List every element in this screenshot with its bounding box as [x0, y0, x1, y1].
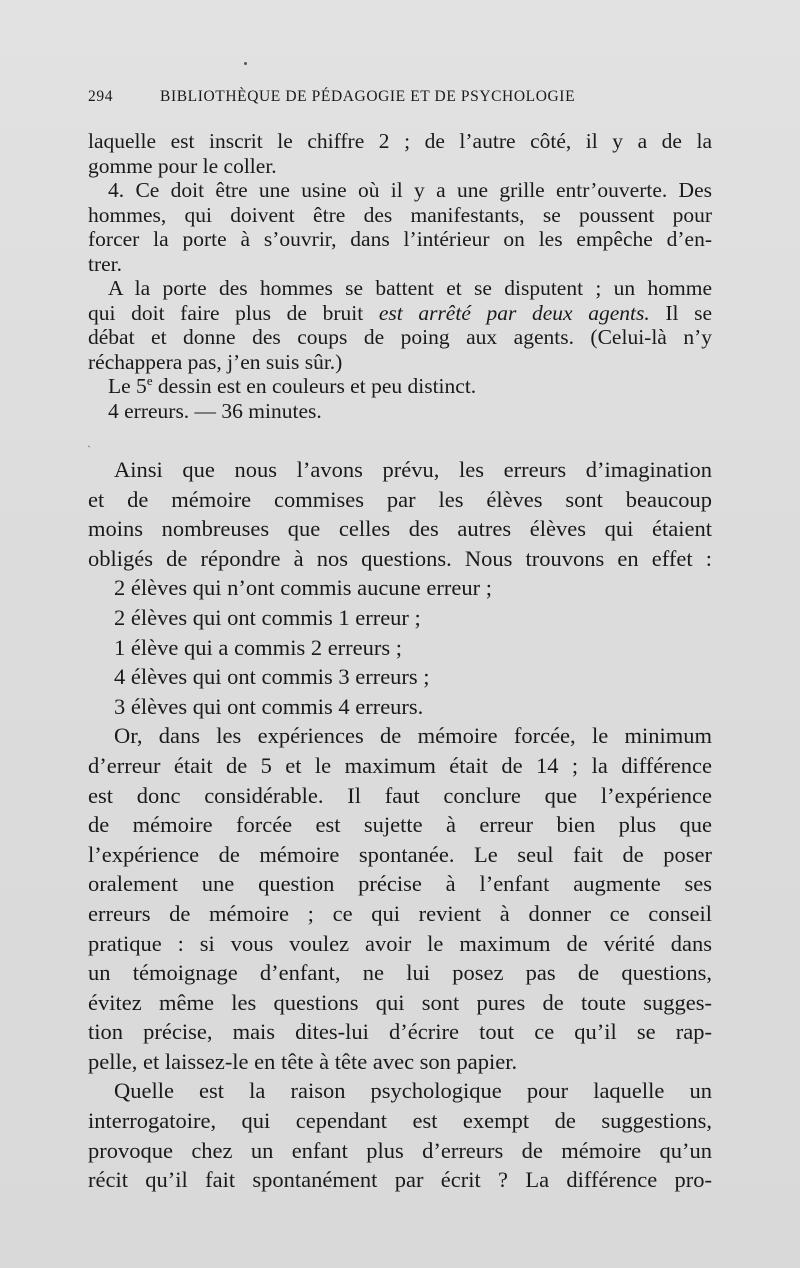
text-span: Il se [665, 300, 713, 325]
text-line: obligés de répondre à nos questions. Nous trouvons en effet : [88, 545, 712, 571]
text-line: Quelle est la raison psychologique pour laquelle un [114, 1078, 712, 1104]
text-line: moins nombreuses que celles des autres élèves qui étaient [88, 516, 712, 542]
stray-mark: ˏ [87, 434, 91, 448]
text-line: Or, dans les expériences de mémoire forcée, le minimum [114, 723, 712, 749]
list-item: 3 élèves qui ont commis 4 erreurs. [114, 693, 424, 719]
text-line: hommes, qui doivent être des manifestants, se poussent pour [88, 202, 712, 227]
text-line: A la porte des hommes se battent et se disputent ; un homme [108, 276, 712, 300]
text-line: provoque chez un enfant plus d’erreurs de mémoire qu’un [88, 1137, 712, 1163]
italic-text: est arrêté par deux agents. [378, 300, 650, 325]
text-line: évitez même les questions qui sont pures de toute sugges- [88, 989, 712, 1015]
text-line: l’expérience de mémoire spontanée. Le seul fait de poser [88, 841, 712, 867]
text-line: Ainsi que nous l’avons prévu, les erreurs d’imagination [114, 457, 712, 482]
text-line: un témoignage d’enfant, ne lui posez pas de questions, [88, 960, 712, 986]
text-line: tion précise, mais dites-lui d’écrire tout ce qu’il se rap- [88, 1019, 712, 1045]
text-line: gomme pour le coller. [88, 153, 277, 178]
text-span: qui doit faire plus de bruit [88, 300, 364, 325]
text-line: est donc considérable. Il faut conclure que l’expérience [88, 782, 712, 808]
text-line: réchappera pas, j’en suis sûr.) [88, 349, 343, 374]
running-title: BIBLIOTHÈQUE DE PÉDAGOGIE ET DE PSYCHOLOGIE [160, 88, 576, 105]
superscript: e [146, 373, 153, 388]
text-line: laquelle est inscrit le chiffre 2 ; de l’autre côté, il y a de la [88, 129, 712, 153]
text-line: pratique : si vous voulez avoir le maximum de vérité dans [88, 930, 712, 956]
text-line: oralement une question précise à l’enfant augmente ses [88, 871, 712, 897]
text-line: erreurs de mémoire ; ce qui revient à donner ce conseil [88, 900, 712, 926]
text-line: trer. [88, 251, 123, 276]
text-line: forcer la porte à s’ouvrir, dans l’intérieur on les empêche d’en- [88, 227, 712, 251]
text-block-upper [88, 129, 712, 423]
text-line: interrogatoire, qui cependant est exempt de suggestions, [88, 1108, 712, 1134]
text-line: d’erreur était de 5 et le maximum était de 14 ; la différence [88, 752, 712, 778]
list-item: 1 élève qui a commis 2 erreurs ; [114, 634, 403, 660]
list-item: 2 élèves qui n’ont commis aucune erreur ; [114, 575, 492, 601]
text-line: récit qu’il fait spontanément par écrit ? La différence pro- [88, 1167, 712, 1193]
print-mark [244, 62, 247, 65]
text-line: et de mémoire commises par les élèves sont beaucoup [88, 486, 712, 512]
text-span: Le 5 [108, 374, 147, 398]
list-item: 4 élèves qui ont commis 3 erreurs ; [114, 664, 430, 690]
text-line: 4 erreurs. — 36 minutes. [108, 398, 322, 423]
text-block-lower [88, 455, 712, 1195]
page-header [88, 88, 710, 106]
text-span: dessin est en couleurs et peu distinct. [152, 374, 477, 398]
text-line [88, 374, 712, 399]
text-line: de mémoire forcée est sujette à erreur bien plus que [88, 812, 712, 838]
page-number: 294 [88, 88, 114, 105]
list-item: 2 élèves qui ont commis 1 erreur ; [114, 604, 421, 630]
text-line: débat et donne des coups de poing aux agents. (Celui-là n’y [88, 325, 712, 349]
text-line [88, 301, 712, 326]
text-line: pelle, et laissez-le en tête à tête avec son papier. [88, 1048, 518, 1074]
text-line: 4. Ce doit être une usine où il y a une grille entr’ouverte. Des [108, 178, 712, 202]
